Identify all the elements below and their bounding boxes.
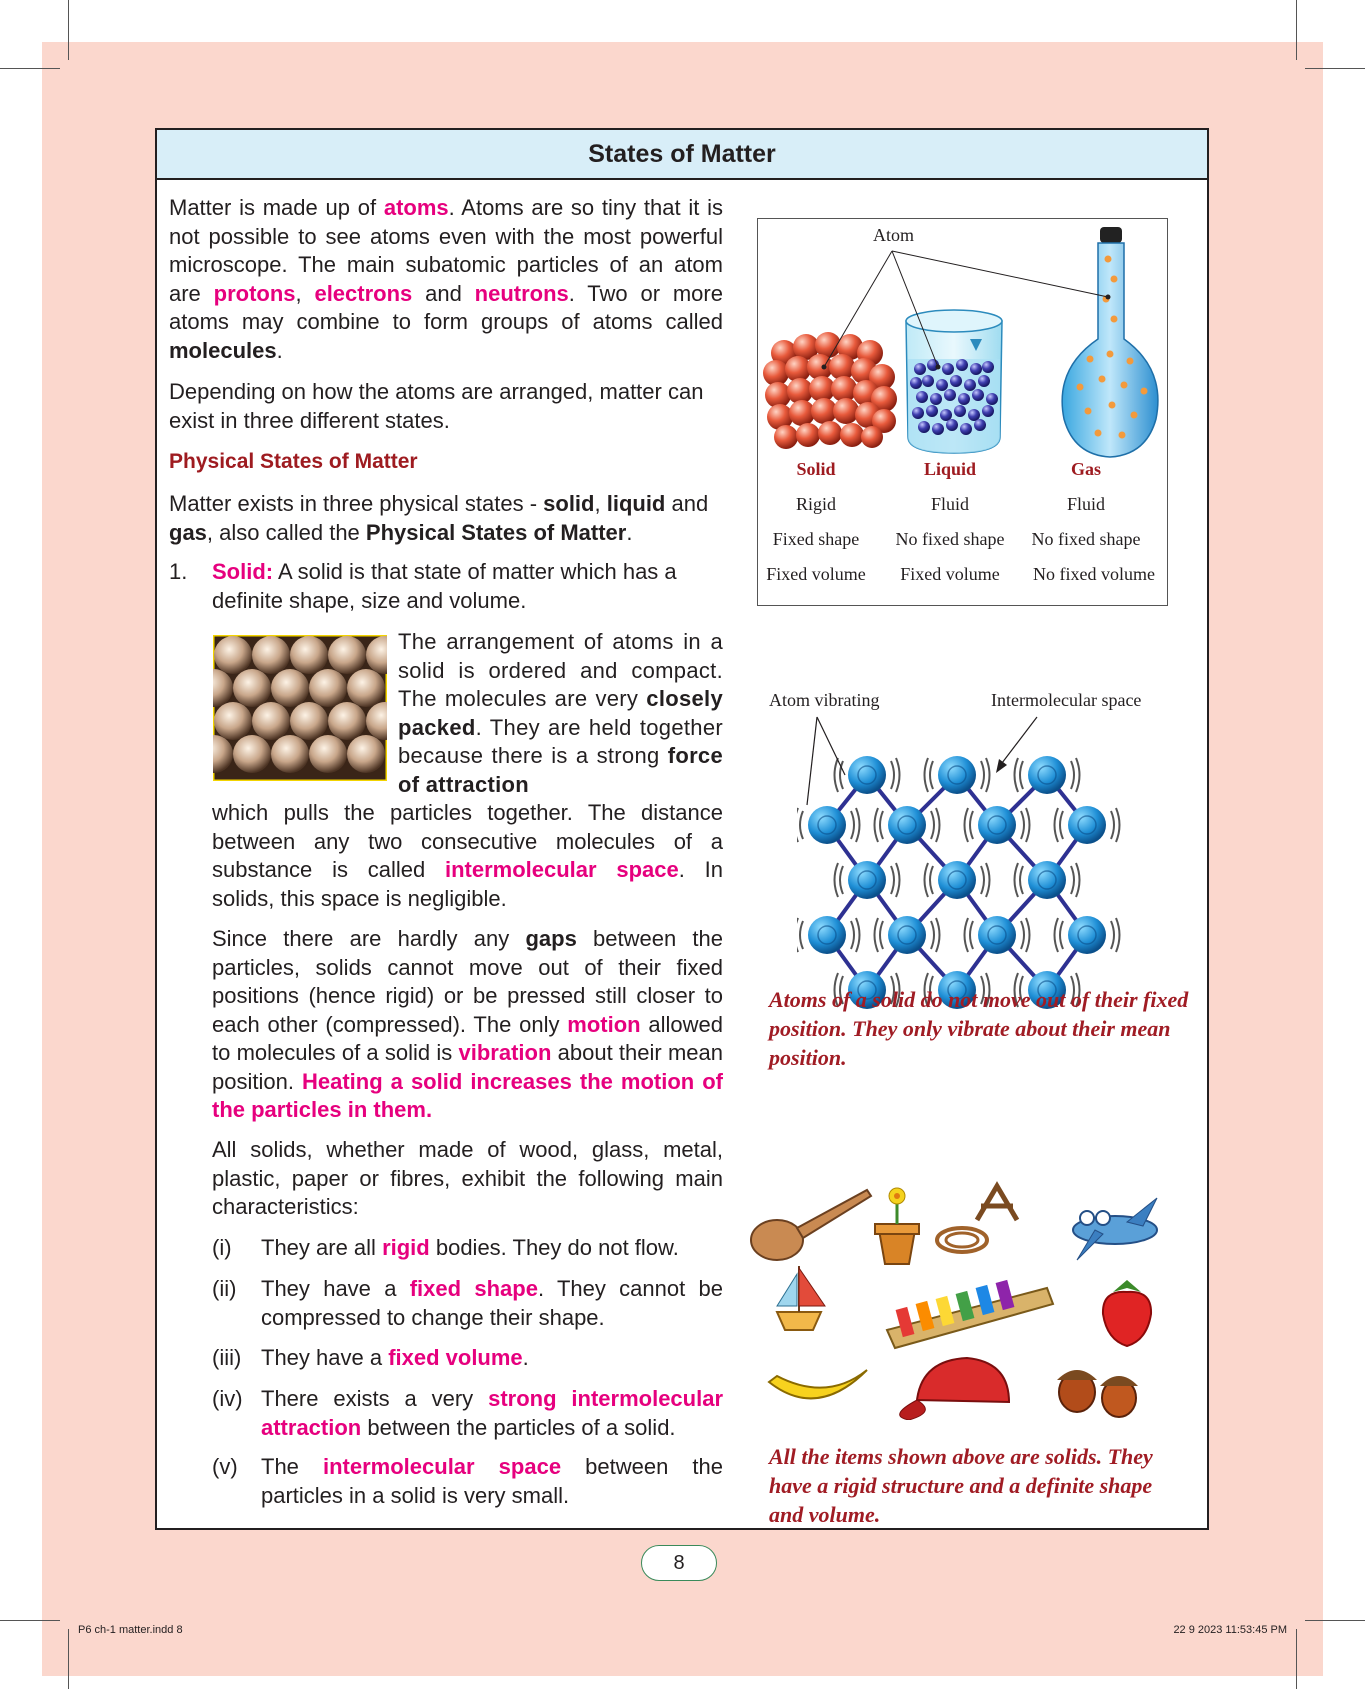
table-cell: Fixed volume [900, 564, 1000, 584]
acorns-icon [1057, 1370, 1138, 1417]
state-name-solid: Solid [796, 459, 836, 479]
page-number: 8 [641, 1545, 717, 1581]
table-cell: Rigid [795, 494, 836, 514]
list-number: 1. [169, 559, 188, 584]
toy-sailboat-icon [777, 1266, 825, 1330]
flower-pot-icon [875, 1188, 919, 1264]
table-cell: Fluid [930, 494, 969, 514]
solid-objects-illustration [747, 1180, 1177, 1420]
list-item: They have a fixed shape. They cannot be compressed to change their shape. [261, 1276, 723, 1330]
table-cell: No fixed volume [1033, 564, 1155, 584]
gaps-paragraph: Since there are hardly any gaps between the particles, solids cannot move out of their fixed positions (hence rigid) or be pressed still closer to each other (compressed). The only motion allowed to molecules of a solid is vibration about their mean position. Heating a solid increases the motion of the particles in them. [212, 926, 724, 1122]
xylophone-icon [887, 1280, 1053, 1348]
table-cell: Fixed shape [772, 529, 860, 549]
characteristics-intro: All solids, whether made of wood, glass, metal, plastic, paper or fibres, exhibit the following main characteristics: [212, 1137, 723, 1219]
arrangement-paragraph-cont: which pulls the particles together. The distance between any two consecutive molecules of a substance is called intermolecular space. In solids, this space is negligible. [212, 800, 723, 911]
content-panel [155, 128, 1209, 1530]
table-cell: Fluid [1066, 494, 1105, 514]
objects-caption: All the items shown above are solids. They have a rigid structure and a definite shape and volume. [769, 1444, 1153, 1527]
tools-icon [937, 1186, 1017, 1252]
page-title: States of Matter [157, 130, 1207, 180]
table-cell: No fixed shape [895, 529, 1005, 549]
list-item: They have a fixed volume. [261, 1345, 529, 1370]
atom-vibrating-label: Atom vibrating [769, 690, 880, 710]
red-cap-icon [900, 1358, 1009, 1420]
footer-timestamp: 22 9 2023 11:53:45 PM [1173, 1624, 1287, 1636]
table-cell: Fixed volume [766, 564, 866, 584]
list-item-marker: (iv) [212, 1386, 243, 1411]
states-paragraph: Depending on how the atoms are arranged, matter can exist in three different states. [169, 379, 704, 433]
state-name-liquid: Liquid [923, 459, 977, 479]
list-item-marker: (v) [212, 1454, 238, 1479]
list-item-marker: (iii) [212, 1345, 242, 1370]
list-item-marker: (i) [212, 1235, 232, 1260]
banana-icon [769, 1370, 867, 1398]
footer-file-name: P6 ch-1 matter.indd 8 [78, 1624, 183, 1636]
wooden-spoon-icon [751, 1190, 871, 1260]
lattice-caption: Atoms of a solid do not move out of their fixed position. They only vibrate about their mean position. [769, 987, 1189, 1070]
solid-definition: Solid: A solid is that state of matter which has a definite shape, size and volume. [212, 559, 677, 613]
intermolecular-space-label: Intermolecular space [991, 690, 1142, 710]
physical-states-paragraph: Matter exists in three physical states - solid, liquid and gas, also called the Physical States of Matter. [169, 491, 709, 545]
list-item-marker: (ii) [212, 1276, 237, 1301]
table-cell: No fixed shape [1031, 529, 1141, 549]
list-item: They are all rigid bodies. They do not flow. [261, 1235, 679, 1260]
section-heading: Physical States of Matter [169, 450, 418, 473]
strawberry-icon [1103, 1280, 1151, 1346]
states-illustration [758, 219, 1167, 469]
states-figure [757, 218, 1168, 606]
packed-atoms-image [213, 635, 387, 781]
atom-label: Atom [873, 225, 915, 245]
list-item: There exists a very strong intermolecular attraction between the particles of a solid. [261, 1386, 724, 1440]
state-name-gas: Gas [1070, 459, 1101, 479]
intro-paragraph: Matter is made up of atoms. Atoms are so tiny that it is not possible to see atoms even with the most powerful microscope. The main subatomic particles of an atom are protons, electrons and neutrons. Two or more atoms may combine to form groups of atoms called molecules. [169, 195, 723, 363]
arrangement-paragraph: The arrangement of atoms in a solid is ordered and compact. The molecules are very closely packed. They are held together because there is a strong force of attraction [398, 629, 723, 797]
list-item: The intermolecular space between the particles in a solid is very small. [261, 1454, 723, 1508]
toy-airplane-icon [1073, 1198, 1157, 1260]
